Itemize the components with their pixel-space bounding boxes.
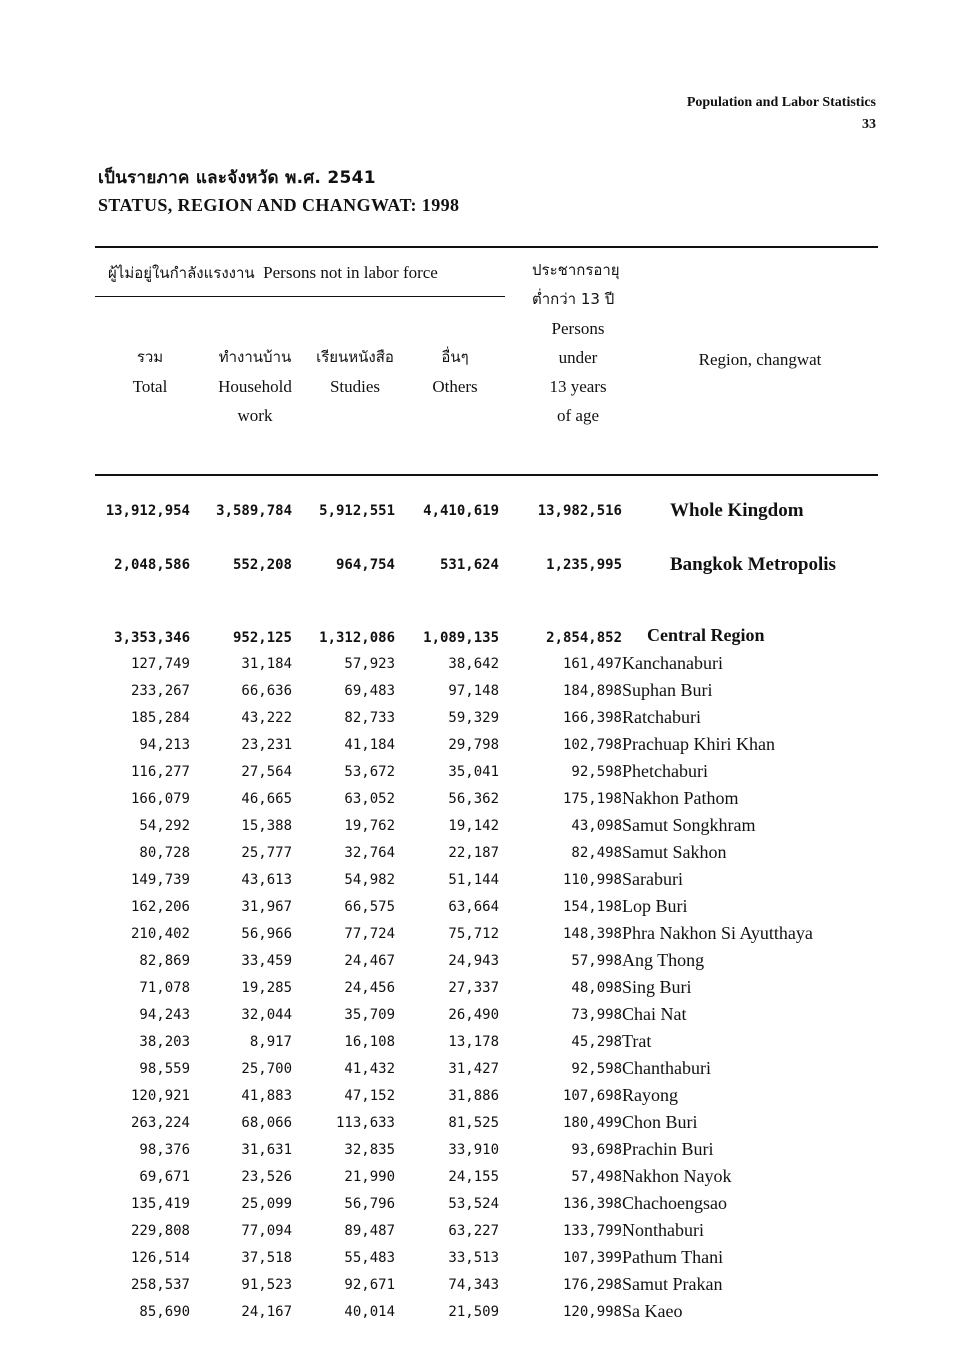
table-row <box>95 1190 836 1217</box>
cell-others: 1,089,135 <box>423 630 499 646</box>
cell-others: 22,187 <box>448 844 499 861</box>
section-title: Population and Labor Statistics <box>686 95 876 110</box>
cell-household: 15,388 <box>241 817 292 834</box>
cell-household: 25,099 <box>241 1195 292 1212</box>
cell-under13: 93,698 <box>571 1141 622 1158</box>
cell-others: 26,490 <box>448 1006 499 1023</box>
cell-others: 13,178 <box>448 1033 499 1050</box>
column-header-under13 <box>518 256 638 430</box>
cell-under13: 133,799 <box>562 1222 622 1239</box>
table-row <box>95 538 836 592</box>
cell-others: 33,910 <box>448 1141 499 1158</box>
cell-region: Nonthaburi <box>622 1220 704 1240</box>
table-row <box>95 785 836 812</box>
cell-others: 27,337 <box>448 979 499 996</box>
cell-total: 80,728 <box>139 844 190 861</box>
cell-region: Samut Songkhram <box>622 815 756 835</box>
cell-studies: 57,923 <box>344 655 395 672</box>
column-group-rule <box>95 296 505 297</box>
cell-household: 552,208 <box>232 557 292 573</box>
cell-under13: 154,198 <box>562 898 622 915</box>
cell-under13: 45,298 <box>571 1033 622 1050</box>
cell-studies: 47,152 <box>344 1087 395 1104</box>
cell-studies: 63,052 <box>344 790 395 807</box>
cell-household: 32,044 <box>241 1006 292 1023</box>
cell-region: Lop Buri <box>622 896 688 916</box>
cell-others: 59,329 <box>448 709 499 726</box>
cell-under13: 92,598 <box>571 763 622 780</box>
others-header-english: Others <box>432 377 478 396</box>
table-row <box>95 893 836 920</box>
cell-household: 41,883 <box>241 1087 292 1104</box>
cell-region: Bangkok Metropolis <box>670 554 836 575</box>
cell-under13: 82,498 <box>571 844 622 861</box>
data-table <box>95 484 836 1325</box>
cell-under13: 13,982,516 <box>537 503 622 519</box>
under13-header-english-2: under <box>558 348 598 367</box>
cell-region: Chanthaburi <box>622 1058 711 1078</box>
cell-total: 149,739 <box>130 871 190 888</box>
table-row <box>95 731 836 758</box>
cell-studies: 82,733 <box>344 709 395 726</box>
table-row <box>95 947 836 974</box>
cell-total: 3,353,346 <box>114 630 190 646</box>
cell-household: 24,167 <box>241 1303 292 1320</box>
table-row <box>95 1298 836 1325</box>
cell-studies: 24,467 <box>344 952 395 969</box>
cell-studies: 66,575 <box>344 898 395 915</box>
cell-total: 126,514 <box>130 1249 190 1266</box>
cell-total: 69,671 <box>139 1168 190 1185</box>
cell-studies: 89,487 <box>344 1222 395 1239</box>
cell-region: Prachin Buri <box>622 1139 714 1159</box>
cell-household: 43,222 <box>241 709 292 726</box>
cell-region: Nakhon Nayok <box>622 1166 732 1186</box>
cell-household: 3,589,784 <box>216 503 292 519</box>
cell-others: 35,041 <box>448 763 499 780</box>
cell-others: 97,148 <box>448 682 499 699</box>
cell-total: 120,921 <box>130 1087 190 1104</box>
cell-household: 43,613 <box>241 871 292 888</box>
cell-household: 23,231 <box>241 736 292 753</box>
cell-under13: 176,298 <box>562 1276 622 1293</box>
cell-total: 233,267 <box>130 682 190 699</box>
cell-total: 127,749 <box>130 655 190 672</box>
cell-studies: 54,982 <box>344 871 395 888</box>
cell-total: 38,203 <box>139 1033 190 1050</box>
cell-under13: 2,854,852 <box>546 630 622 646</box>
cell-studies: 964,754 <box>335 557 395 573</box>
cell-studies: 1,312,086 <box>319 630 395 646</box>
cell-total: 82,869 <box>139 952 190 969</box>
cell-total: 71,078 <box>139 979 190 996</box>
cell-under13: 92,598 <box>571 1060 622 1077</box>
cell-household: 91,523 <box>241 1276 292 1293</box>
cell-studies: 5,912,551 <box>319 503 395 519</box>
cell-region: Whole Kingdom <box>670 500 804 521</box>
cell-household: 25,700 <box>241 1060 292 1077</box>
cell-others: 4,410,619 <box>423 503 499 519</box>
cell-household: 31,967 <box>241 898 292 915</box>
cell-studies: 56,796 <box>344 1195 395 1212</box>
cell-studies: 40,014 <box>344 1303 395 1320</box>
cell-studies: 41,432 <box>344 1060 395 1077</box>
column-header-others <box>400 343 510 401</box>
cell-household: 23,526 <box>241 1168 292 1185</box>
table-row <box>95 758 836 785</box>
cell-studies: 32,835 <box>344 1141 395 1158</box>
table-row <box>95 866 836 893</box>
cell-region: Prachuap Khiri Khan <box>622 734 775 754</box>
household-header-english-1: Household <box>218 377 292 396</box>
table-header-rule <box>95 474 878 476</box>
studies-header-thai: เรียนหนังสือ <box>316 348 394 366</box>
cell-total: 185,284 <box>130 709 190 726</box>
cell-household: 77,094 <box>241 1222 292 1239</box>
cell-others: 19,142 <box>448 817 499 834</box>
cell-studies: 113,633 <box>335 1114 395 1131</box>
cell-household: 33,459 <box>241 952 292 969</box>
cell-others: 33,513 <box>448 1249 499 1266</box>
others-header-thai: อื่นๆ <box>441 348 469 366</box>
table-row <box>95 974 836 1001</box>
cell-studies: 77,724 <box>344 925 395 942</box>
cell-region: Trat <box>622 1031 652 1051</box>
cell-total: 116,277 <box>130 763 190 780</box>
cell-others: 29,798 <box>448 736 499 753</box>
cell-total: 166,079 <box>130 790 190 807</box>
column-header-total <box>95 343 205 401</box>
table-row <box>95 812 836 839</box>
cell-region: Ang Thong <box>622 950 705 970</box>
cell-under13: 1,235,995 <box>546 557 622 573</box>
table-row <box>95 1082 836 1109</box>
table-row <box>95 839 836 866</box>
cell-household: 27,564 <box>241 763 292 780</box>
cell-under13: 136,398 <box>562 1195 622 1212</box>
under13-header-english-3: 13 years <box>549 377 607 396</box>
cell-others: 63,227 <box>448 1222 499 1239</box>
household-header-thai: ทำงานบ้าน <box>218 348 292 366</box>
running-header <box>687 92 876 136</box>
cell-household: 46,665 <box>241 790 292 807</box>
cell-others: 24,943 <box>448 952 499 969</box>
column-header-studies <box>300 343 410 401</box>
cell-others: 53,524 <box>448 1195 499 1212</box>
cell-total: 229,808 <box>130 1222 190 1239</box>
group-header-thai: ผู้ไม่อยู่ในกำลังแรงงาน <box>108 264 255 282</box>
cell-household: 37,518 <box>241 1249 292 1266</box>
cell-studies: 69,483 <box>344 682 395 699</box>
cell-others: 31,886 <box>448 1087 499 1104</box>
cell-under13: 107,399 <box>562 1249 622 1266</box>
cell-total: 135,419 <box>130 1195 190 1212</box>
table-row <box>95 920 836 947</box>
table-title-thai: เป็นรายภาค และจังหวัด พ.ศ. 2541 <box>98 168 376 188</box>
cell-others: 81,525 <box>448 1114 499 1131</box>
cell-under13: 102,798 <box>562 736 622 753</box>
cell-household: 56,966 <box>241 925 292 942</box>
cell-region: Pathum Thani <box>622 1247 724 1267</box>
cell-total: 13,912,954 <box>105 503 190 519</box>
cell-studies: 16,108 <box>344 1033 395 1050</box>
cell-region: Samut Sakhon <box>622 842 727 862</box>
cell-household: 19,285 <box>241 979 292 996</box>
cell-total: 210,402 <box>130 925 190 942</box>
cell-household: 66,636 <box>241 682 292 699</box>
cell-under13: 180,499 <box>562 1114 622 1131</box>
cell-region: Sa Kaeo <box>622 1301 683 1321</box>
under13-header-english-1: Persons <box>551 319 605 338</box>
cell-total: 258,537 <box>130 1276 190 1293</box>
cell-household: 31,631 <box>241 1141 292 1158</box>
cell-total: 54,292 <box>139 817 190 834</box>
cell-under13: 57,498 <box>571 1168 622 1185</box>
cell-household: 952,125 <box>232 630 292 646</box>
cell-region: Kanchanaburi <box>622 653 723 673</box>
cell-region: Chachoengsao <box>622 1193 727 1213</box>
cell-region: Sing Buri <box>622 977 692 997</box>
cell-studies: 19,762 <box>344 817 395 834</box>
cell-region: Saraburi <box>622 869 683 889</box>
cell-others: 63,664 <box>448 898 499 915</box>
cell-under13: 120,998 <box>562 1303 622 1320</box>
cell-studies: 55,483 <box>344 1249 395 1266</box>
cell-total: 263,224 <box>130 1114 190 1131</box>
cell-household: 25,777 <box>241 844 292 861</box>
cell-studies: 53,672 <box>344 763 395 780</box>
table-row <box>95 677 836 704</box>
page-number: 33 <box>862 117 876 132</box>
cell-studies: 92,671 <box>344 1276 395 1293</box>
cell-studies: 21,990 <box>344 1168 395 1185</box>
cell-total: 98,559 <box>139 1060 190 1077</box>
cell-region: Nakhon Pathom <box>622 788 739 808</box>
cell-studies: 35,709 <box>344 1006 395 1023</box>
cell-under13: 73,998 <box>571 1006 622 1023</box>
cell-others: 74,343 <box>448 1276 499 1293</box>
cell-others: 56,362 <box>448 790 499 807</box>
cell-studies: 24,456 <box>344 979 395 996</box>
table-row <box>95 1163 836 1190</box>
cell-under13: 166,398 <box>562 709 622 726</box>
cell-region: Chon Buri <box>622 1112 698 1132</box>
cell-household: 8,917 <box>249 1033 292 1050</box>
table-row <box>95 484 836 538</box>
total-header-english: Total <box>132 377 168 396</box>
table-row <box>95 650 836 677</box>
cell-region: Central Region <box>647 625 765 645</box>
cell-total: 98,376 <box>139 1141 190 1158</box>
under13-header-thai-1: ประชากรอายุ <box>532 261 620 279</box>
cell-region: Samut Prakan <box>622 1274 723 1294</box>
studies-header-english: Studies <box>329 377 381 396</box>
table-row <box>95 592 836 650</box>
cell-household: 68,066 <box>241 1114 292 1131</box>
table-row <box>95 1217 836 1244</box>
cell-under13: 184,898 <box>562 682 622 699</box>
table-title-english: STATUS, REGION AND CHANGWAT: 1998 <box>98 195 460 215</box>
table-top-rule <box>95 246 878 248</box>
cell-under13: 148,398 <box>562 925 622 942</box>
cell-under13: 43,098 <box>571 817 622 834</box>
cell-total: 162,206 <box>130 898 190 915</box>
cell-total: 2,048,586 <box>114 557 190 573</box>
cell-region: Phetchaburi <box>622 761 708 781</box>
cell-under13: 48,098 <box>571 979 622 996</box>
cell-under13: 57,998 <box>571 952 622 969</box>
cell-under13: 161,497 <box>562 655 622 672</box>
table-row <box>95 1109 836 1136</box>
cell-under13: 107,698 <box>562 1087 622 1104</box>
cell-household: 31,184 <box>241 655 292 672</box>
cell-total: 94,243 <box>139 1006 190 1023</box>
under13-header-thai-2: ต่ำกว่า 13 ปี <box>532 290 615 308</box>
cell-others: 24,155 <box>448 1168 499 1185</box>
table-row <box>95 1055 836 1082</box>
cell-others: 31,427 <box>448 1060 499 1077</box>
cell-region: Chai Nat <box>622 1004 687 1024</box>
cell-region: Ratchaburi <box>622 707 701 727</box>
cell-region: Rayong <box>622 1085 678 1105</box>
table-row <box>95 1271 836 1298</box>
column-header-household <box>200 343 310 430</box>
under13-header-english-4: of age <box>556 406 599 425</box>
household-header-english-2: work <box>237 406 273 425</box>
column-group-header <box>108 258 438 288</box>
cell-others: 531,624 <box>439 557 499 573</box>
cell-region: Suphan Buri <box>622 680 713 700</box>
table-row <box>95 704 836 731</box>
cell-others: 21,509 <box>448 1303 499 1320</box>
group-header-english: Persons not in labor force <box>263 263 438 282</box>
cell-others: 51,144 <box>448 871 499 888</box>
table-row <box>95 1028 836 1055</box>
cell-region: Phra Nakhon Si Ayutthaya <box>622 923 813 943</box>
cell-total: 85,690 <box>139 1303 190 1320</box>
total-header-thai: รวม <box>136 348 164 366</box>
table-row <box>95 1001 836 1028</box>
table-row <box>95 1244 836 1271</box>
cell-others: 38,642 <box>448 655 499 672</box>
table-row <box>95 1136 836 1163</box>
cell-under13: 110,998 <box>562 871 622 888</box>
cell-under13: 175,198 <box>562 790 622 807</box>
cell-studies: 41,184 <box>344 736 395 753</box>
cell-studies: 32,764 <box>344 844 395 861</box>
cell-total: 94,213 <box>139 736 190 753</box>
column-header-region: Region, changwat <box>698 350 822 369</box>
cell-others: 75,712 <box>448 925 499 942</box>
